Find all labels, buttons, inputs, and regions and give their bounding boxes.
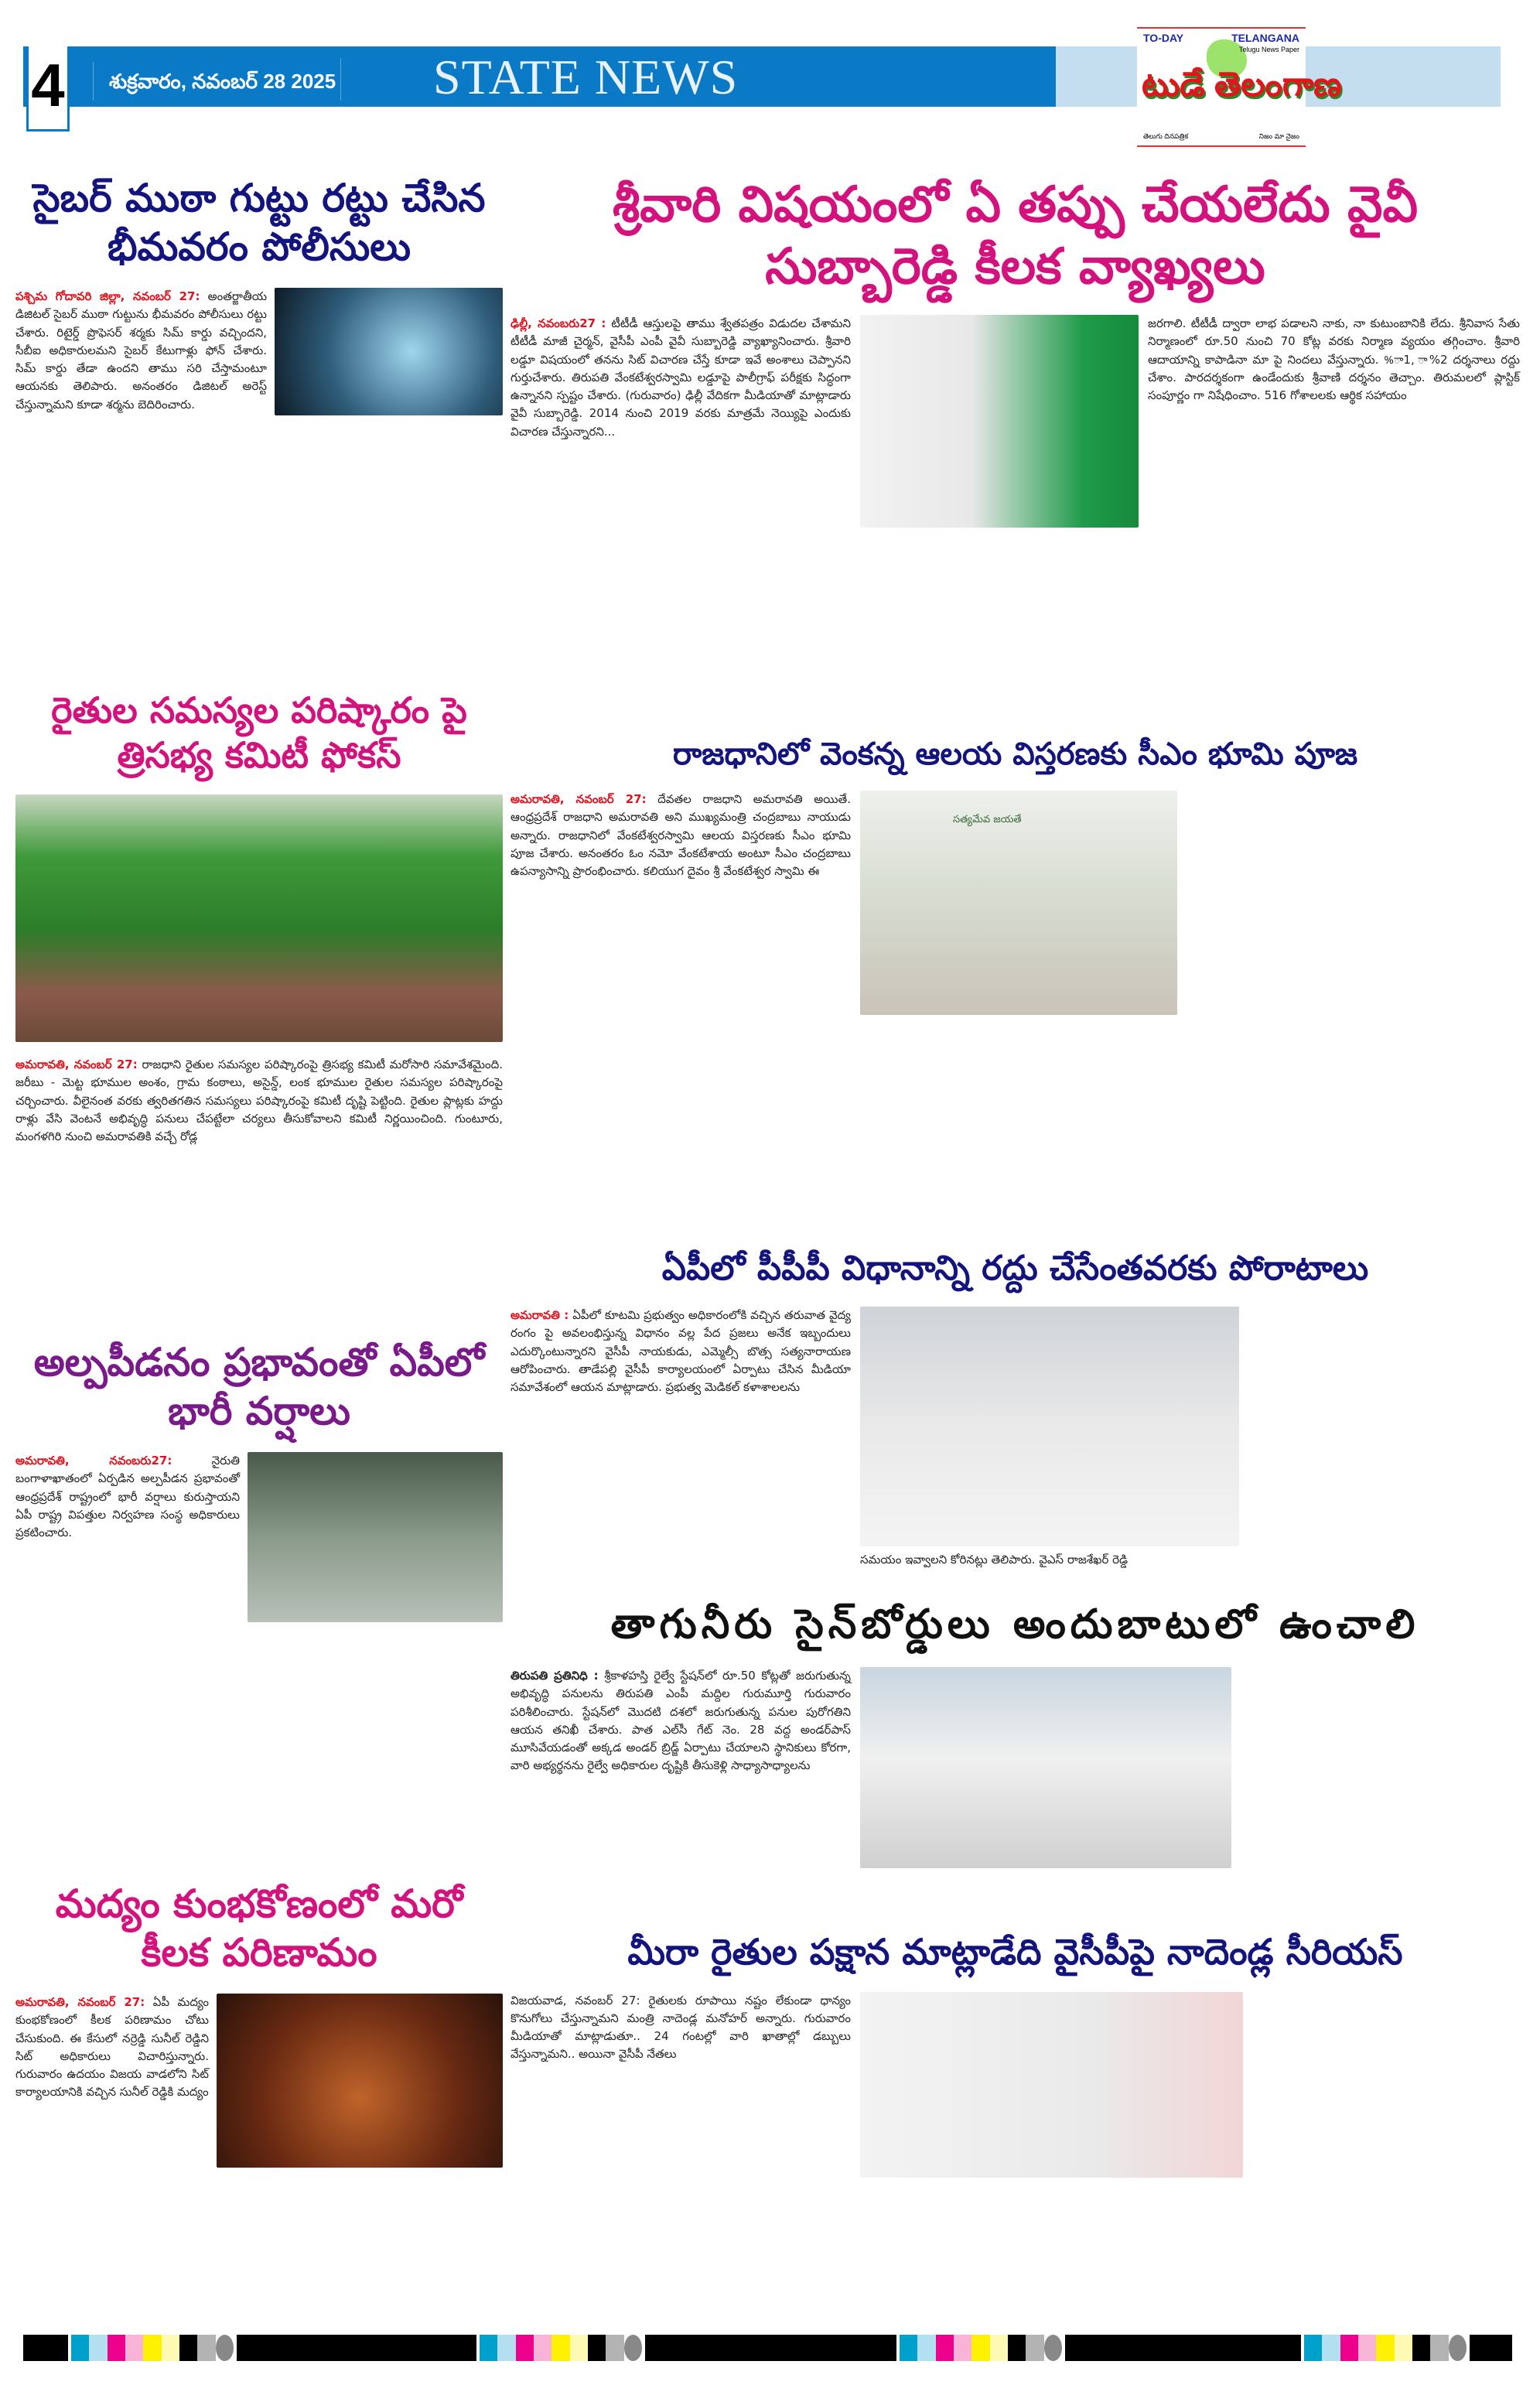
logo-name: టుడే తెలంగాణ [1142, 66, 1342, 104]
emblem-text: సత్యమేవ జయతే [953, 814, 1022, 825]
headline: ఏపీలో పీపీపీ విధానాన్ని రద్దు చేసేంతవరకు పోరాటాలు [661, 1249, 1369, 1288]
rain-photo [248, 1452, 503, 1622]
headline: సైబర్ ముఠా గుట్టు రట్టు చేసిన భీమవరం పోలీసులు [32, 176, 486, 269]
article-body [510, 1992, 851, 2064]
cyber-crime-photo [275, 288, 503, 415]
article-ppp-protest [510, 1247, 1520, 1600]
logo-text: TELANGANA [1231, 32, 1299, 44]
dateline: పశ్చిమ గోదావరి జిల్లా, నవంబర్ 27: [15, 289, 200, 303]
article-farmers-committee [15, 689, 503, 1338]
logo-tagline: తెలుగు దినపత్రిక [1143, 132, 1189, 140]
dateline: అమరావతి : [510, 1308, 569, 1322]
article-liquor-scam [15, 1880, 503, 2174]
logo-subtitle: Telugu News Paper [1238, 46, 1299, 53]
subba-reddy-photo [860, 315, 1139, 528]
railway-station-inspection-photo [860, 1667, 1231, 1868]
lead-headline: శ్రీవారి విషయంలో ఏ తప్పు చేయలేదు వైవీ సుబ్బారెడ్డి కీలక వ్యాఖ్యలు [612, 176, 1418, 296]
right-column [510, 174, 1520, 2178]
article-body [15, 1056, 503, 1146]
headline: రైతుల సమస్యల పరిష్కారం పై త్రిసభ్య కమిటీ ఫోకస్ [51, 689, 467, 776]
article-text: టీటీడీ ఆస్తులపై తాము శ్వేతపత్రం విడుదల చేశామని టీటీడీ మాజీ చైర్మన్, వైసీపీ ఎంపీ వైవీ సుబ్బారెడ్డి వ్యాఖ్యానించారు. శ్రీవారి లడ్డూ విషయంలో తనను సిట్ విచారణ చేస్తే కూడా ఇవే అంశాలు చెప్పానని గుర్తుచేశారు. తిరుపతి వేంకటేశ్వరస్వామి లడ్డూపై పాలీగ్రాఫ్ పరీక్షకు సిద్ధంగా ఉన్నానని స్పష్టం చేశారు. (గురువారం) ఢిల్లీ వేదికగా మీడియాతో మాట్లాడారు వైవీ సుబ్బారెడ్డి. 2014 నుంచి 2019 వరకు మాత్రమే నెయ్యిపై ఎందుకు విచారణ చేస్తున్నారని... [510, 316, 851, 439]
article-body-continued: జరగాలి. టీటీడీ ద్వారా లాభ పడాలని నాకు, నా కుటుంబానికి లేదు. శ్రీనివాస సేతు నిర్మాణంలో రూ.50 నుంచి 70 కోట్ల వరకు నిర్మాణ వ్యయం తగ్గించాం. శ్రీవారి ఆదాయాన్ని కాపాడినా మా పై నిందలు వేస్తున్నారు. %ా1, ా%2 దర్శనాలు రద్దు చేశాం. పారదర్శకంగా ఉండేందుకు శ్రీవాణి దర్శనం తెచ్చాం. తిరుమలలో ప్లాస్టిక్ సంపూర్ణం గా నిషేధించాం. 516 గోశాలలకు ఆర్థిక సహాయం [1148, 316, 1520, 402]
article-body [510, 315, 851, 441]
article-text: శ్రీకాళహస్తి రైల్వే స్టేషన్‌లో రూ.50 కోట్లతో జరుగుతున్న అభివృద్ధి పనులను తిరుపతి ఎంపీ మద్దిల గురుమూర్తి గురువారం పరిశీలించారు. స్టేషన్‌లో మొదటి దశలో జరుగుతున్న పనుల పురోగతిని ఆయన తనిఖీ చేశారు. పాత ఎల్‌సీ గేట్ నెం. 28 వద్ద అండర్‌పాస్ మూసివేయడంతో అక్కడ అండర్ బ్రిడ్జ్ ఏర్పాటు చేయాలని స్థానికులు కోరగా, వారి అభ్యర్థనను రైల్వే అధికారుల దృష్టికి తీసుకెళ్లి సాధ్యాసాధ్యాలను [510, 1669, 852, 1773]
headline: తాగునీరు సైన్‌బోర్డులు అందుబాటులో ఉంచాలి [610, 1601, 1420, 1648]
nadendla-photo [860, 1992, 1243, 2178]
article-body [510, 791, 851, 880]
logo-tagline: నిజం మా నైజం [1258, 132, 1299, 140]
left-column [15, 174, 503, 2174]
farmers-protest-photo [15, 794, 503, 1042]
article-temple-bhoomi-puja [510, 735, 1520, 1247]
article-text: రైతులకు రూపాయి నష్టం లేకుండా ధాన్యం కొనుగోలు చేస్తున్నామని మంత్రి నాదెండ్ల మనోహర్ అన్నారు. గురువారం మీడియాతో మాట్లాడుతూ.. 24 గంటల్లో వారి ఖాతాల్లో డబ్బులు వేస్తున్నామని.. అయినా వైసీపీ నేతలు [510, 1993, 851, 2062]
headline: మీరా రైతుల పక్షాన మాట్లాడేది వైసీపీపై నాదెండ్ల సీరియస్ [627, 1931, 1403, 1973]
article-text: ఏపీలో కూటమి ప్రభుత్వం అధికారంలోకి వచ్చిన తరువాత వైద్య రంగం పై అవలంభిస్తున్న విధానం వల్ల పేద ప్రజలు అనేక ఇబ్బందులు ఎదుర్కొంటున్నారని వైసీపీ నాయకుడు, ఎమ్మెల్సీ బొత్స సత్యనారాయణ ఆరోపించారు. తాడేపల్లి వైసీపీ కార్యాలయంలో ఏర్పాటు చేసిన మీడియా సమావేశంలో ఆయన మాట్లాడారు. ప్రభుత్వ మెడికల్ కళాశాలలను [510, 1308, 851, 1394]
dateline: విజయవాడ, నవంబర్ 27: [510, 1993, 640, 2007]
article-text: దేవతల రాజధాని అమరావతి అయితే. ఆంధ్రప్రదేశ్ రాజధాని అమరావతి అని ముఖ్యమంత్రి చంద్రబాబు నాయుడు అన్నారు. రాజధానిలో వేంకటేశ్వరస్వామి ఆలయ విస్తరణకు సీఎం భూమి పూజ చేశారు. అనంతరం ఓం నమో వేంకటేశాయ అంటూ సీఎం చంద్రబాబు ఉపన్యాసాన్ని ప్రారంభించారు. కలియుగ దైవం శ్రీ వేంకటేశ్వర స్వామి ఈ [510, 792, 851, 878]
article-body [510, 1307, 851, 1396]
article-text: ఏపీ మద్యం కుంభకోణంలో కీలక పరిణామం చోటు చేసుకుంది. ఈ కేసులో నర్రెడ్డి సునీల్ రెడ్డిని సిట్ అధికారులు విచారిస్తున్నారు. గురువారం ఉదయం విజయ వాడలోని సిట్ కార్యాలయానికి వచ్చిన సునీల్ రెడ్డికి మద్యం [15, 1995, 209, 2100]
botsa-photo [860, 1307, 1239, 1546]
article-text: అంతర్జాతీయ డిజిటల్ సైబర్ ముఠా గుట్టును భీమవరం పోలీసులు రట్టు చేశారు. రిటైర్డ్ ప్రొఫెసర్ శర్మకు సిమ్ కార్డు వచ్చిందని, సీబీఐ అధికారులమని సైబర్ కేటుగాళ్లు ఫోన్ చేశారు. సిమ్ కార్డు తేడా ఉందని తాము సరి చేస్తామంటూ ఆయనకు తెలిపారు. అనంతరం డిజిటల్ అరెస్ట్ చేస్తున్నామని కూడా శర్మను బెదిరించారు. [15, 289, 267, 412]
section-title: STATE NEWS [433, 50, 739, 104]
issue-date: శుక్రవారం, నవంబర్ 28 2025 [93, 62, 325, 101]
article-railway-station [510, 1600, 1520, 1930]
newspaper-logo [1137, 27, 1342, 147]
article-text: రాజధాని రైతుల సమస్యల పరిష్కారంపై త్రిసభ్య కమిటీ మరోసారి సమావేశమైంది. జరీబు - మెట్ట భూముల అంశం, గ్రామ కంఠాలు, అసైన్డ్, లంక భూముల రైతుల సమస్యల పరిష్కారంపై చర్చించారు. వీలైనంత వరకు త్వరితగతిన సమస్యలు పరిష్కారంపై కమిటీ దృష్టి పెట్టింది. రైతుల ప్లాట్లకు హద్దు రాళ్లు వేసి వెంటనే అభివృద్ధి పనులు చేపట్టేలా చర్యలు తీసుకోవాలని కమిటీ నిర్ణయించింది. గుంటూరు, మంగళగిరి నుంచి అమరావతికి వచ్చే రోడ్ల [15, 1058, 503, 1143]
headline: రాజధానిలో వెంకన్న ఆలయ విస్తరణకు సీఎం భూమి పూజ [672, 736, 1358, 772]
dateline: అమరావతి, నవంబర్ 27: [15, 1058, 138, 1071]
article-heavy-rains [15, 1338, 503, 1880]
article-cyber-crime [15, 174, 503, 689]
headline: మద్యం కుంభకోణంలో మరో కీలక పరిణామం [55, 1881, 463, 1975]
headline: అల్పపీడనం ప్రభావంతో ఏపీలో భారీ వర్షాలు [33, 1340, 485, 1433]
article-text: నైరుతి బంగాళాఖాతంలో ఏర్పడిన అల్పపీడన ప్రభావంతో ఆంధ్రప్రదేశ్ రాష్ట్రంలో భారీ వర్షాలు కురుస్తాయని ఏపీ రాష్ట్ర విపత్తుల నిర్వహణ సంస్థ అధికారులు ప్రకటించారు. [15, 1454, 240, 1539]
photo-caption: సమయం ఇవ్వాలని కోరినట్లు తెలిపారు. వైఎస్ రాజశేఖర్ రెడ్డి [860, 1553, 1129, 1567]
page-number: 4 [26, 46, 70, 132]
divider [340, 58, 341, 101]
color-registration-bar [23, 2335, 1524, 2361]
dateline: తిరుపతి ప్రతినిధి : [510, 1669, 599, 1683]
logo-text: TO-DAY [1143, 32, 1184, 44]
article-body [510, 1667, 851, 1775]
chief-minister-photo [860, 791, 1177, 1015]
dateline: ఢిల్లీ, నవంబరు27 : [510, 316, 606, 330]
dateline: అమరావతి, నవంబరు27: [15, 1454, 172, 1468]
liquor-bottles-photo [217, 1994, 503, 2168]
article-nadendla [510, 1930, 1520, 2178]
dateline: అమరావతి, నవంబర్ 27: [15, 1995, 145, 2009]
dateline: అమరావతి, నవంబర్ 27: [510, 792, 647, 806]
article-subba-reddy [510, 174, 1520, 735]
